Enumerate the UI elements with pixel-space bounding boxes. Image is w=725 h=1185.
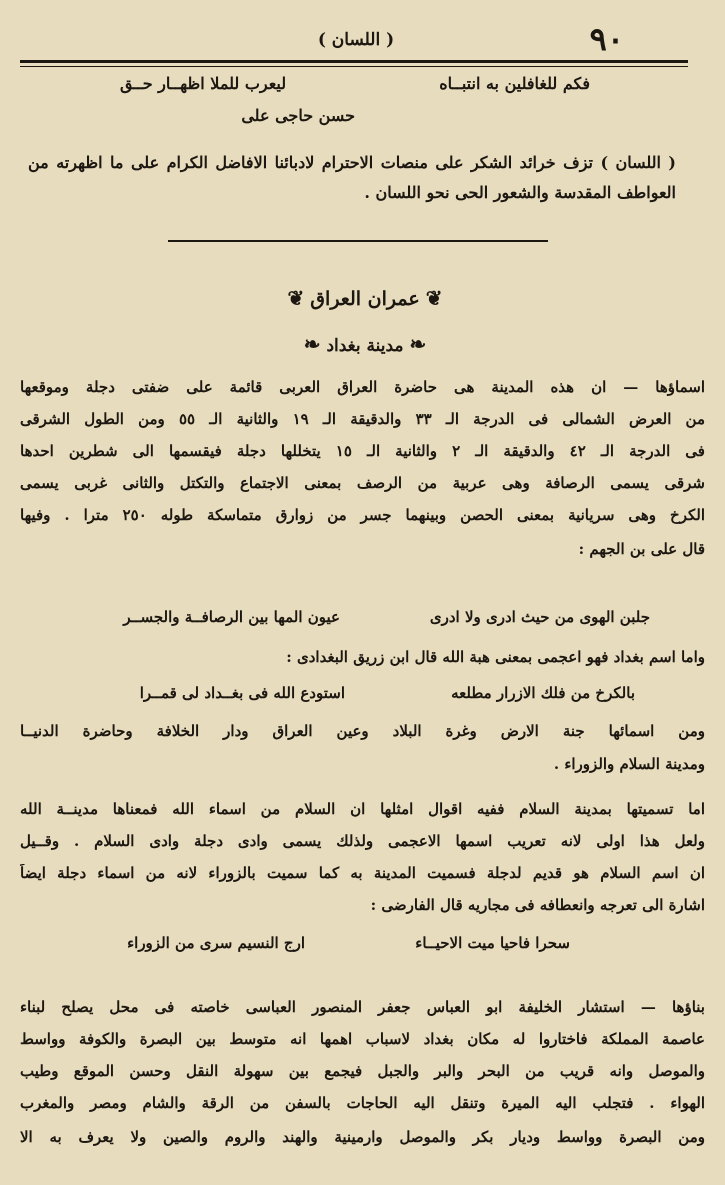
body-line: عاصمة المملكة فاختاروا له مكان بغداد لاسباب اهمها انه متوسط بين البصرة والكوفة وواسط xyxy=(20,1030,705,1048)
article-heading xyxy=(230,286,500,316)
verse-first-hemistich: عيون المها بين الرصافــة والجســر xyxy=(123,608,340,626)
ornament-icon: ❧ xyxy=(303,332,321,356)
body-line: اسماؤها — ان هذه المدينة هى حاضرة العراق العربى قائمة على ضفتى دجلة وموقعها xyxy=(20,378,705,396)
body-line: ومدينة السلام والزوراء . xyxy=(553,755,705,773)
body-line: اشارة الى تعرجه وانعطافه فى مجاريه قال الفارضى : xyxy=(370,896,705,914)
ornament-icon: ❦ xyxy=(287,286,305,310)
body-line: والموصل وانه قريب من البحر والبر والجبل فيجمع بين سهولة النقل وحسن الموقع وطيب xyxy=(20,1062,705,1080)
header-rule-thin xyxy=(20,66,688,67)
body-line: قال على بن الجهم : xyxy=(578,540,705,558)
body-line: ومن اسمائها جنة الارض وغرة البلاد وعين العراق ودار الخلافة وحاضرة الدنيــا xyxy=(20,722,705,740)
editor-note: ( اللسان ) تزف خرائد الشكر على منصات الاحترام لادبائنا الافاضل الكرام على ما اظهرته من العواطف المقدسة والشعور الحى نحو اللسان . xyxy=(28,153,676,202)
verse-first-hemistich: استودع الله فى بغــداد لى قمــرا xyxy=(139,684,345,702)
article-subtitle: مدينة بغداد xyxy=(326,336,404,356)
body-line: واما اسم بغداد فهو اعجمى بمعنى هبة الله قال ابن زريق البغدادى : xyxy=(286,648,705,666)
page-number: ٩٠ xyxy=(589,20,624,58)
verse-first-hemistich: فكم للغافلين به انتبــاه xyxy=(439,74,590,93)
verse-first-hemistich: ارج النسيم سرى من الزوراء xyxy=(127,934,305,952)
verse-second-hemistich: بالكرخ من فلك الازرار مطلعه xyxy=(451,684,635,702)
article-subheading xyxy=(280,332,450,362)
header-rule xyxy=(20,60,688,63)
body-line: بناؤها — استشار الخليفة ابو العباس جعفر المنصور العباسى خاصته فى محل يصلح لبناء xyxy=(20,998,705,1016)
verse-second-hemistich: سحرا فاحيا ميت الاحيــاء xyxy=(415,934,570,952)
body-line: الكرخ وهى سريانية بمعنى الحصن وبينهما جسر من زوارق متماسكة طوله ٢٥٠ مترا . وفيها xyxy=(20,506,705,524)
section-divider xyxy=(168,240,548,242)
verse-second-hemistich: جلبن الهوى من حيث ادرى ولا ادرى xyxy=(429,608,650,626)
poem-verse xyxy=(120,74,590,102)
ornament-icon: ❧ xyxy=(409,332,427,356)
body-line: ومن البصرة وواسط وديار بكر والموصل وارمينية والهند والروم والصين ولا يعرف به الا xyxy=(20,1128,705,1146)
body-line: الهواء . فتجلب اليه الميرة وتنقل اليه الحاجات بالسفن من الرقة والشام ومصر والمغرب xyxy=(20,1094,705,1112)
body-line: ولعل هذا اولى لانه تعريب اسمها الاعجمى ولذلك يسمى وادى دجلة وادى السلام . وقــيل xyxy=(20,832,705,850)
body-line: فى الدرجة الـ ٤٢ والدقيقة الـ ٢ والثانية الـ ١٥ يتخللها دجلة فيقسمها الى شطرين احدها xyxy=(20,442,705,460)
running-title: ( اللسان ) xyxy=(317,30,395,50)
ornament-icon: ❦ xyxy=(425,286,443,310)
body-line: شرقى يسمى الرصافة وهى عربية من الرصف بمعنى الاجتماع والتكتل والثانى غربى يسمى xyxy=(20,474,705,492)
poem-signature: حسن حاجى على xyxy=(241,106,355,125)
body-line: من العرض الشمالى فى الدرجة الـ ٣٣ والدقيقة الـ ١٩ والثانية الـ ٥٥ ومن الطول الشرقى xyxy=(20,410,705,428)
body-line: ان اسم السلام هو قديم لدجلة فسميت المدينة به كما سميت بالزوراء لانه من اسماء دجلة ايضاً xyxy=(20,864,705,882)
page-header xyxy=(26,18,686,72)
verse-second-hemistich: ليعرب للملا اظهــار حــق xyxy=(120,74,287,93)
body-line: اما تسميتها بمدينة السلام ففيه اقوال امثلها ان السلام من اسماء الله فمعناها مدينــة الله xyxy=(20,800,705,818)
article-title: عمران العراق xyxy=(310,288,420,310)
